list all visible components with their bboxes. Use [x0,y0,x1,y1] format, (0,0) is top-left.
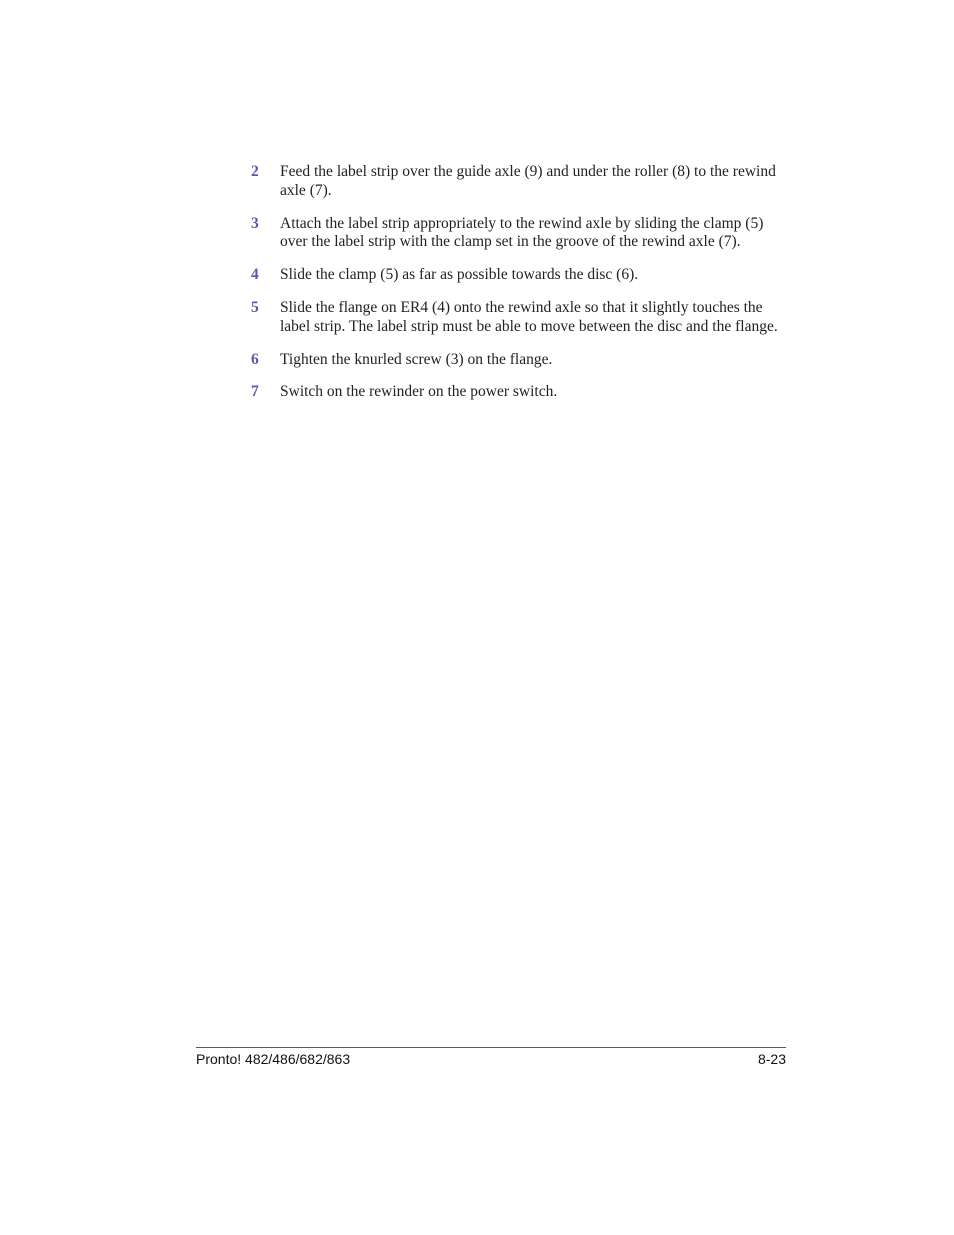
step-item [251,266,791,285]
step-number: 6 [251,350,259,368]
instruction-steps [251,163,791,416]
step-text: Switch on the rewinder on the power switch. [280,383,558,401]
step-item [251,299,791,337]
step-text: Attach the label strip appropriately to the rewind axle by sliding the clamp (5) over the label strip with the clamp set in the groove of the rewind axle (7). [280,214,764,251]
step-text: Slide the flange on ER4 (4) onto the rewind axle so that it slightly touches the label strip. The label strip must be able to move between the disc and the flange. [280,298,778,335]
footer-product-name: Pronto! 482/486/682/863 [196,1051,351,1067]
footer-divider [196,1047,786,1048]
step-item [251,215,791,253]
step-item [251,163,791,201]
step-item [251,383,791,402]
step-number: 4 [251,266,259,284]
step-text: Feed the label strip over the guide axle (9) and under the roller (8) to the rewind axle (7). [280,163,776,199]
step-number: 3 [251,214,259,232]
step-item [251,351,791,370]
step-text: Tighten the knurled screw (3) on the flange. [280,350,553,368]
step-number: 2 [251,163,259,180]
step-number: 7 [251,383,259,401]
footer-page-number: 8-23 [757,1051,786,1067]
step-number: 5 [251,298,259,316]
step-text: Slide the clamp (5) as far as possible towards the disc (6). [280,266,639,284]
